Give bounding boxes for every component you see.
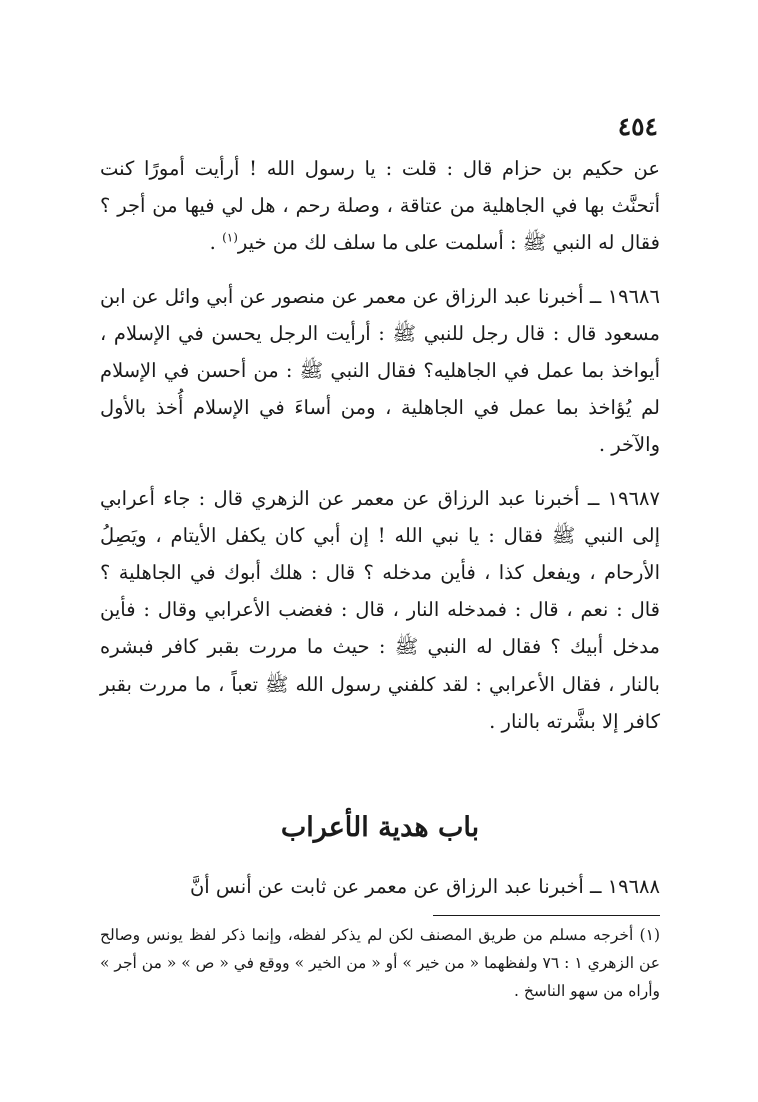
footnote-reference[interactable]: (١): [222, 230, 238, 245]
page-number: ٤٥٤: [617, 112, 658, 141]
footnote-divider: [433, 915, 660, 916]
hadith-19688-start: ١٩٦٨٨ ــ أخبرنا عبد الرزاق عن معمر عن ثابت عن أنس أنَّ: [189, 875, 660, 898]
main-text: [100, 150, 660, 740]
paragraph-end: .: [209, 231, 223, 255]
chapter-heading: باب هدية الأعراب: [280, 812, 480, 843]
hadith-19687: ١٩٦٨٧ ــ أخبرنا عبد الرزاق عن معمر عن الزهري قال : جاء أعرابي إلى النبي ﷺ فقال : يا نبي الله ! إن أبي كان يكفل الأيتام ، ويَصِلُ الأرحام ، ويفعل كذا ، فأين مدخله ؟ قال : هلك أبوك في الجاهلية ؟ قال : نعم ، قال : فمدخله النار ، قال : فغضب الأعرابي وقال : فأين مدخل أبيك ؟ فقال له النبي ﷺ : حيث ما مررت بقبر كافر فبشره بالنار ، فقال الأعرابي : لقد كلفني رسول الله ﷺ تعباً ، ما مررت بقبر كافر إلا بشَّرته بالنار .: [100, 486, 660, 733]
footnotes: [100, 921, 660, 1005]
hadith-19686: ١٩٦٨٦ ــ أخبرنا عبد الرزاق عن معمر عن منصور عن أبي وائل عن ابن مسعود قال : قال رجل للنبي ﷺ : أرأيت الرجل يحسن في الإسلام ، أيواخذ بما عمل في الجاهليه؟ فقال النبي ﷺ : من أحسن في الإسلام لم يُؤاخذ بما عمل في الجاهلية ، ومن أساءَ في الإسلام أُخذ بالأول والآخر .: [100, 284, 660, 457]
footnote-1: (١) أخرجه مسلم من طريق المصنف لكن لم يذكر لفظه، وإنما ذكر لفظ يونس وصالح عن الزهري ١ : ٧٦ ولفظهما « من خير » أو « من الخير » ووقع في « ص » « من أجر » وأراه من سهو الناسخ .: [100, 926, 660, 1000]
paragraph-text: عن حكيم بن حزام قال : قلت : يا رسول الله ! أرأيت أمورًا كنت أتحنَّث بها في الجاهلية من عتاقة ، وصلة رحم ، هل لي فيها من أجر ؟ فقال له النبي ﷺ : أسلمت على ما سلف لك من خير: [100, 157, 660, 255]
paragraph-continuation: [100, 150, 660, 262]
